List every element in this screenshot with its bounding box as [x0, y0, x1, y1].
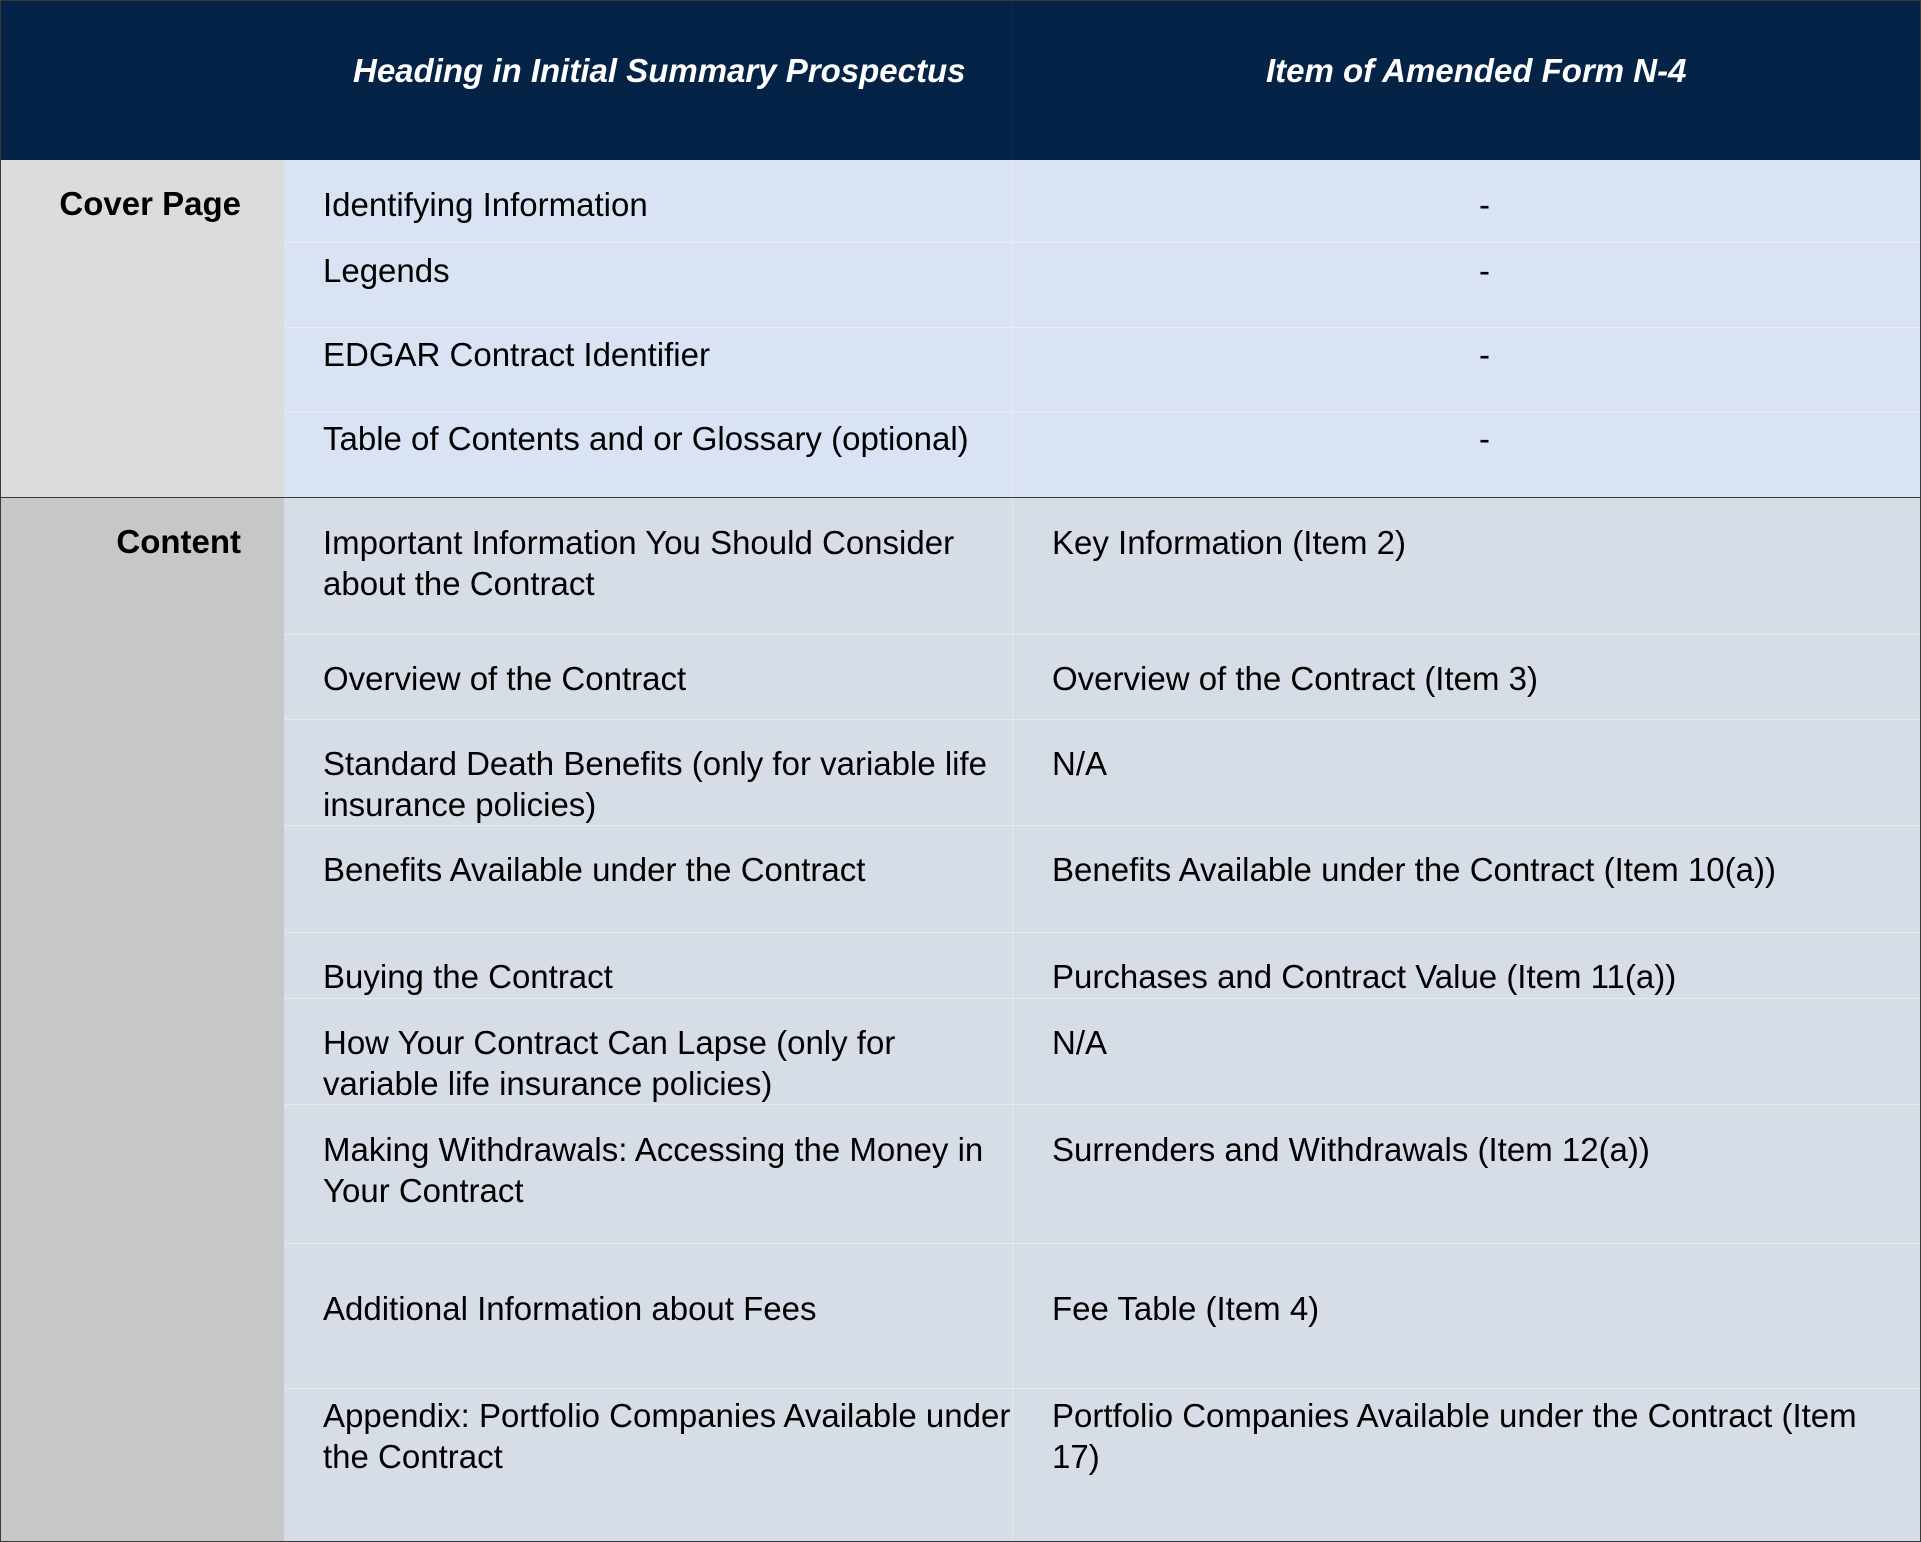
header-divider [1012, 1, 1013, 160]
row-heading: Important Information You Should Consider about the Contract [323, 524, 955, 602]
row-divider [284, 825, 1921, 826]
row-divider [284, 412, 1921, 413]
row-item: Purchases and Contract Value (Item 11(a)) [1052, 958, 1677, 995]
row-item: - [1479, 420, 1490, 457]
row-item: Key Information (Item 2) [1052, 524, 1406, 561]
row-divider [284, 719, 1921, 720]
row-divider [284, 1104, 1921, 1105]
row-heading: Overview of the Contract [323, 660, 687, 697]
row-heading: Legends [323, 252, 450, 289]
section-label: Content [116, 523, 241, 560]
row-item: N/A [1052, 745, 1108, 782]
row-item: - [1479, 186, 1490, 223]
row-divider [284, 327, 1921, 328]
section-label-column [1, 498, 284, 1542]
row-heading: Buying the Contract [323, 958, 613, 995]
row-item: Surrenders and Withdrawals (Item 12(a)) [1052, 1131, 1650, 1168]
row-item: Fee Table (Item 4) [1052, 1290, 1320, 1327]
row-heading: How Your Contract Can Lapse (only for variable life insurance policies) [323, 1024, 896, 1102]
row-item: - [1479, 336, 1490, 373]
row-heading: Table of Contents and or Glossary (optional) [323, 420, 969, 457]
row-heading: Benefits Available under the Contract [323, 851, 866, 888]
header-col-heading: Heading in Initial Summary Prospectus [353, 52, 966, 89]
row-divider [284, 1388, 1921, 1389]
row-heading: Appendix: Portfolio Companies Available under the Contract [323, 1397, 1011, 1475]
section-cover-page [1, 160, 1921, 497]
header-col-item: Item of Amended Form N-4 [1266, 52, 1687, 89]
section-body [284, 498, 1921, 1542]
table-header [1, 1, 1921, 160]
row-item: Portfolio Companies Available under the Contract (Item 17) [1052, 1397, 1857, 1475]
row-heading: Identifying Information [323, 186, 648, 223]
row-item: Overview of the Contract (Item 3) [1052, 660, 1538, 697]
section-content [1, 498, 1921, 1542]
column-divider [1012, 498, 1013, 1542]
row-item: N/A [1052, 1024, 1108, 1061]
row-divider [284, 998, 1921, 999]
row-divider [284, 932, 1921, 933]
row-divider [284, 242, 1921, 243]
row-divider [284, 634, 1921, 635]
row-divider [284, 1243, 1921, 1244]
row-item: Benefits Available under the Contract (Item 10(a)) [1052, 851, 1776, 888]
row-heading: Standard Death Benefits (only for variable life insurance policies) [323, 745, 988, 823]
row-item: - [1479, 252, 1490, 289]
row-heading: Making Withdrawals: Accessing the Money in Your Contract [323, 1131, 984, 1209]
row-heading: EDGAR Contract Identifier [323, 336, 710, 373]
row-heading: Additional Information about Fees [323, 1290, 817, 1327]
section-label: Cover Page [59, 185, 241, 222]
